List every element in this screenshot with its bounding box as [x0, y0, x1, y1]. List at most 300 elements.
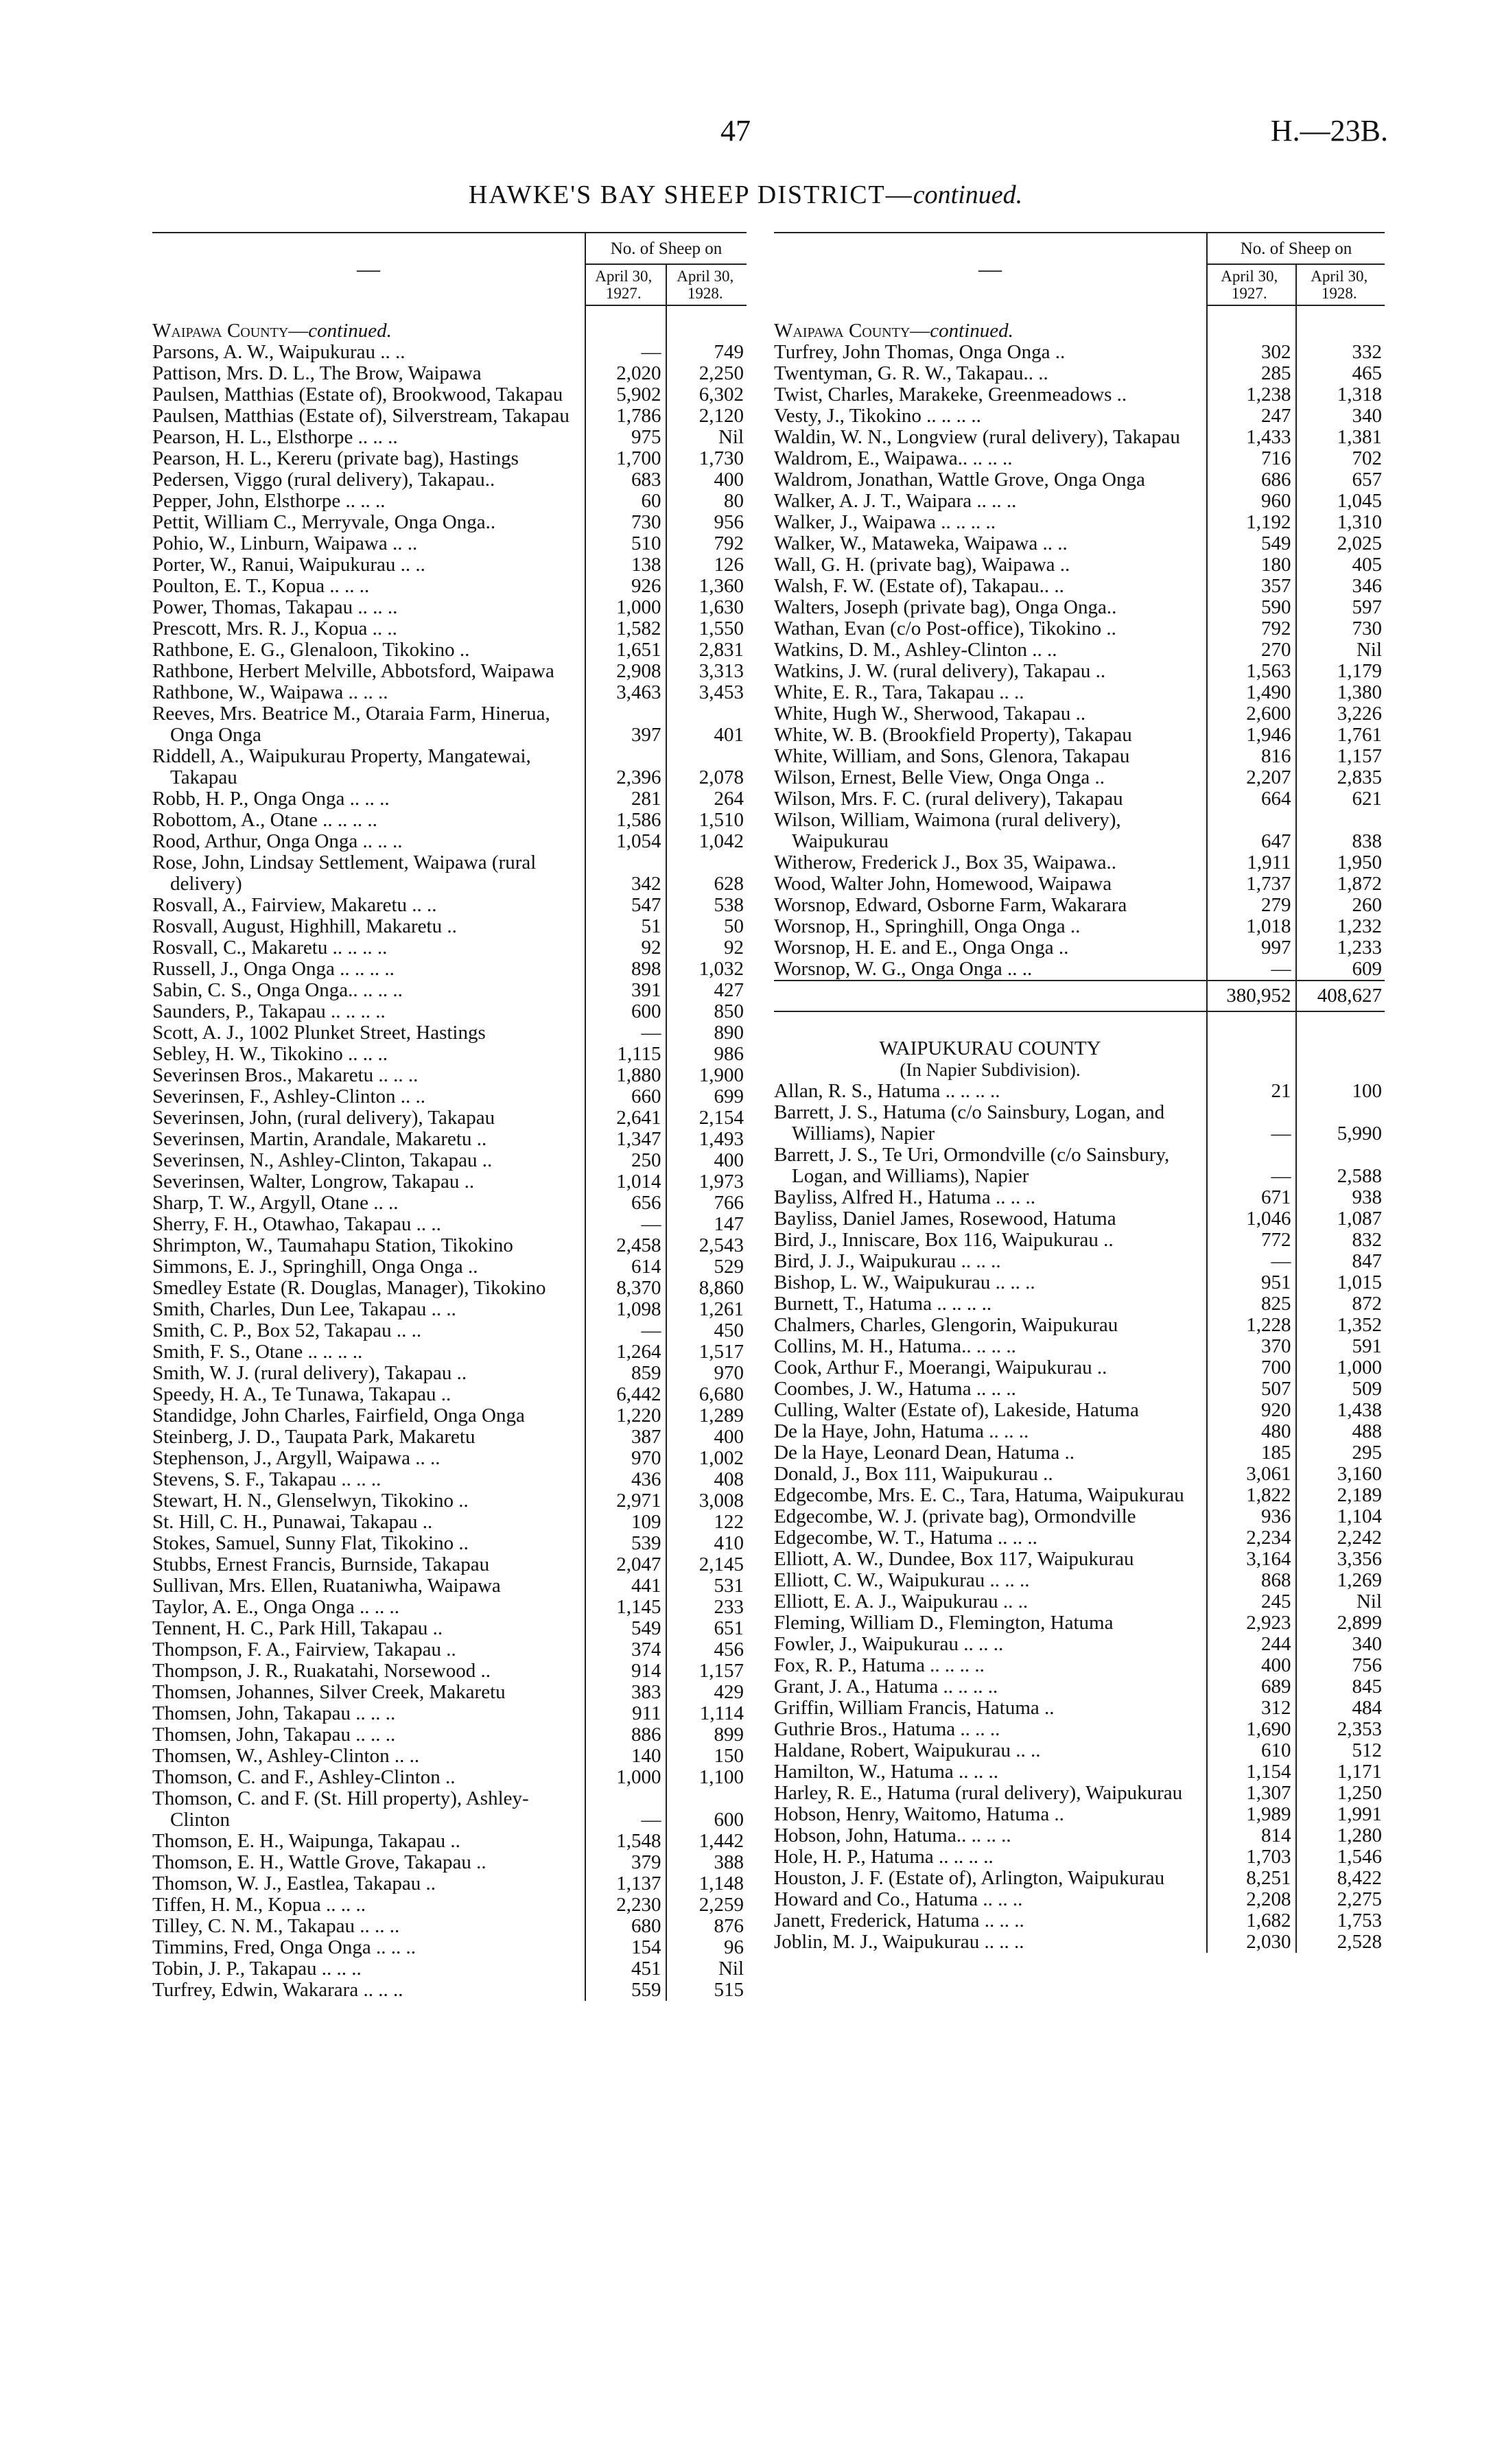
sheep-1927: 51 — [585, 916, 666, 937]
sheep-1927: 1,582 — [585, 618, 666, 640]
owner-name: Pedersen, Viggo (rural delivery), Takapau.. — [152, 469, 495, 491]
owner-name: Edgecombe, W. T., Hatuma .. .. .. — [774, 1527, 1037, 1549]
sheep-1928: 591 — [1296, 1336, 1385, 1357]
owner-name: Walker, W., Mataweka, Waipawa .. .. — [774, 532, 1068, 554]
sheep-1927: 244 — [1207, 1634, 1296, 1655]
page-title — [0, 180, 1491, 210]
owner-name: Elliott, A. W., Dundee, Box 117, Waipukurau — [774, 1548, 1134, 1570]
sheep-1927: 559 — [585, 1980, 666, 2001]
owner-name: Houston, J. F. (Estate of), Arlington, Waipukurau — [774, 1867, 1165, 1889]
table-row — [774, 1506, 1385, 1527]
owner-name: Pearson, H. L., Elsthorpe .. .. .. — [152, 426, 398, 448]
table-row — [774, 1102, 1385, 1145]
sheep-1927: 302 — [1207, 342, 1296, 363]
sheep-1927: 610 — [1207, 1740, 1296, 1761]
table-row — [774, 1932, 1385, 1953]
sheep-1928: 2,528 — [1296, 1932, 1385, 1953]
table-row — [774, 1570, 1385, 1591]
owner-name: White, E. R., Tara, Takapau .. .. — [774, 681, 1024, 703]
table-row — [152, 746, 747, 788]
sheep-1928: 332 — [1296, 342, 1385, 363]
owner-name: Walters, Joseph (private bag), Onga Onga.. — [774, 596, 1117, 618]
owner-name: Elliott, C. W., Waipukurau .. .. .. — [774, 1569, 1030, 1591]
sheep-1927: 180 — [1207, 554, 1296, 576]
table-row — [774, 342, 1385, 363]
owner-name: Severinsen Bros., Makaretu .. .. .. — [152, 1064, 419, 1086]
sheep-1928: 1,171 — [1296, 1761, 1385, 1783]
owner-name: Tobin, J. P., Takapau .. .. .. — [152, 1958, 362, 1980]
sheep-1927: 379 — [585, 1852, 666, 1873]
table-row — [152, 1746, 747, 1767]
sheep-1927: 816 — [1207, 746, 1296, 767]
sheep-1928: 899 — [666, 1724, 747, 1746]
sheep-1928: 80 — [666, 491, 747, 512]
title-main: HAWKE'S BAY SHEEP DISTRICT— — [468, 180, 913, 209]
owner-name: Howard and Co., Hatuma .. .. .. — [774, 1888, 1023, 1910]
owner-name: Smith, Charles, Dun Lee, Takapau .. .. — [152, 1298, 456, 1320]
table-row — [152, 469, 747, 491]
sheep-1928: 3,160 — [1296, 1464, 1385, 1485]
sheep-1927: 270 — [1207, 640, 1296, 661]
owner-name: Barrett, J. S., Te Uri, Ormondville (c/o Sainsbury, Logan, and Williams), Napier — [774, 1144, 1170, 1187]
owner-name: Russell, J., Onga Onga .. .. .. .. — [152, 958, 395, 980]
sheep-1928: 405 — [1296, 554, 1385, 576]
header-col-1928: April 30, 1928. — [666, 264, 747, 305]
table-row — [774, 661, 1385, 682]
sheep-1928: 956 — [666, 512, 747, 533]
sheep-1927: 1,880 — [585, 1065, 666, 1086]
table-row — [774, 1272, 1385, 1293]
sheep-1927: 400 — [1207, 1655, 1296, 1676]
sheep-1928: 1,517 — [666, 1341, 747, 1363]
sheep-1927: 1,347 — [585, 1129, 666, 1150]
sheep-1928: 6,680 — [666, 1384, 747, 1405]
table-row — [152, 597, 747, 618]
sheep-1928: 1,973 — [666, 1171, 747, 1193]
owner-name: Thomsen, W., Ashley-Clinton .. .. — [152, 1745, 420, 1767]
sheep-1928: 1,510 — [666, 810, 747, 831]
sheep-1927: 2,234 — [1207, 1527, 1296, 1549]
table-row — [152, 831, 747, 852]
owner-name: Sabin, C. S., Onga Onga.. .. .. .. — [152, 979, 403, 1001]
right-sheep-table — [774, 232, 1385, 1953]
table-row — [774, 618, 1385, 640]
sheep-1927: 480 — [1207, 1421, 1296, 1442]
owner-name: Witherow, Frederick J., Box 35, Waipawa.. — [774, 852, 1117, 873]
sheep-1928: 1,280 — [1296, 1825, 1385, 1846]
sheep-1927: 970 — [585, 1448, 666, 1469]
table-row — [774, 746, 1385, 767]
sheep-1927: 2,908 — [585, 661, 666, 682]
sheep-1927: 683 — [585, 469, 666, 491]
sheep-1928: 2,250 — [666, 363, 747, 384]
sheep-1928: 1,045 — [1296, 491, 1385, 512]
sheep-1928: 702 — [1296, 448, 1385, 469]
owner-name: Walsh, F. W. (Estate of), Takapau.. .. — [774, 575, 1064, 597]
sheep-1928: 986 — [666, 1044, 747, 1065]
table-row — [774, 1315, 1385, 1336]
sheep-1927: 185 — [1207, 1442, 1296, 1464]
owner-name: Fowler, J., Waipukurau .. .. .. — [774, 1633, 1004, 1655]
sheep-1927: 383 — [585, 1682, 666, 1703]
sheep-1928: 1,087 — [1296, 1208, 1385, 1230]
sheep-1928: 400 — [666, 1427, 747, 1448]
sheep-1928: 1,900 — [666, 1065, 747, 1086]
table-row — [774, 1591, 1385, 1612]
owner-name: Allan, R. S., Hatuma .. .. .. .. — [774, 1080, 1000, 1102]
section-heading: WAIPUKURAU COUNTY — [879, 1037, 1101, 1059]
owner-name: White, W. B. (Brookfield Property), Takapau — [774, 724, 1132, 746]
owner-name: Elliott, E. A. J., Waipukurau .. .. — [774, 1591, 1029, 1612]
owner-name: Worsnop, Edward, Osborne Farm, Wakarara — [774, 894, 1127, 916]
header-col-1927: April 30, 1927. — [1207, 264, 1296, 305]
owner-name: Sullivan, Mrs. Ellen, Ruataniwha, Waipawa — [152, 1575, 501, 1597]
table-row — [774, 1719, 1385, 1740]
owner-name: Walker, J., Waipawa .. .. .. .. — [774, 511, 996, 533]
sheep-1927: 2,458 — [585, 1235, 666, 1256]
owner-name: De la Haye, John, Hatuma .. .. .. — [774, 1420, 1029, 1442]
county-heading — [152, 305, 585, 342]
owner-name: Pohio, W., Linburn, Waipawa .. .. — [152, 532, 418, 554]
sheep-1928: 838 — [1296, 810, 1385, 852]
owner-name: Thomson, C. and F., Ashley-Clinton .. — [152, 1766, 456, 1788]
sheep-1927: 92 — [585, 937, 666, 959]
table-row — [152, 640, 747, 661]
table-row — [152, 576, 747, 597]
owner-name: Thomson, E. H., Wattle Grove, Takapau .. — [152, 1851, 486, 1873]
sheep-1928: 1,232 — [1296, 916, 1385, 937]
sheep-1927: 1,690 — [1207, 1719, 1296, 1740]
sheep-1927: 374 — [585, 1639, 666, 1661]
page-number: 47 — [720, 114, 751, 148]
owner-name: Thomsen, John, Takapau .. .. .. — [152, 1724, 396, 1746]
sheep-1927: 1,703 — [1207, 1846, 1296, 1868]
sheep-1928: 597 — [1296, 597, 1385, 618]
table-row — [774, 1230, 1385, 1251]
sheep-1928: 749 — [666, 342, 747, 363]
sheep-1928: 2,078 — [666, 746, 747, 788]
sheep-1928: 850 — [666, 1001, 747, 1022]
sheep-1927: 2,396 — [585, 746, 666, 788]
owner-name: Sherry, F. H., Otawhao, Takapau .. .. — [152, 1213, 441, 1235]
sheep-1928: Nil — [1296, 640, 1385, 661]
table-row — [152, 342, 747, 363]
sheep-1927: 2,208 — [1207, 1889, 1296, 1910]
sheep-1927: 600 — [585, 1001, 666, 1022]
table-row — [152, 1597, 747, 1618]
owner-name: Fleming, William D., Flemington, Hatuma — [774, 1612, 1114, 1634]
table-row — [774, 1783, 1385, 1804]
table-row — [152, 1405, 747, 1427]
sheep-1928: 529 — [666, 1256, 747, 1278]
table-row — [774, 1655, 1385, 1676]
owner-name: Reeves, Mrs. Beatrice M., Otaraia Farm, Hinerua, Onga Onga — [152, 703, 550, 746]
sheep-1928: 766 — [666, 1193, 747, 1214]
sheep-1927: — — [1207, 959, 1296, 981]
owner-name: Tennent, H. C., Park Hill, Takapau .. — [152, 1617, 443, 1639]
sheep-1928: 295 — [1296, 1442, 1385, 1464]
owner-name: Rose, John, Lindsay Settlement, Waipawa (rural delivery) — [152, 852, 537, 895]
sheep-1927: 1,046 — [1207, 1208, 1296, 1230]
sheep-1927: 716 — [1207, 448, 1296, 469]
owner-name: Shrimpton, W., Taumahapu Station, Tikokino — [152, 1234, 513, 1256]
sheep-1927: 1,054 — [585, 831, 666, 852]
owner-name: Wilson, Mrs. F. C. (rural delivery), Takapau — [774, 788, 1123, 810]
table-row — [774, 1825, 1385, 1846]
sheep-1927: 1,098 — [585, 1299, 666, 1320]
table-row — [774, 937, 1385, 959]
sheep-1927: 8,251 — [1207, 1868, 1296, 1889]
table-row — [152, 1682, 747, 1703]
header-group: No. of Sheep on — [1207, 233, 1385, 264]
owner-name: Smith, W. J. (rural delivery), Takapau .. — [152, 1362, 467, 1384]
sheep-1927: 2,641 — [585, 1107, 666, 1129]
sheep-1928: 845 — [1296, 1676, 1385, 1698]
sheep-1927: 886 — [585, 1724, 666, 1746]
sheep-1927: 647 — [1207, 810, 1296, 852]
owner-name: Severinsen, John, (rural delivery), Takapau — [152, 1107, 495, 1129]
sheep-1928: 96 — [666, 1937, 747, 1958]
sheep-1927: 911 — [585, 1703, 666, 1724]
right-column — [774, 232, 1385, 1953]
total-1927: 380,952 — [1207, 981, 1296, 1011]
sheep-1928: 512 — [1296, 1740, 1385, 1761]
owner-name: Stubbs, Ernest Francis, Burnside, Takapau — [152, 1553, 490, 1575]
sheep-1928: 531 — [666, 1575, 747, 1597]
owner-name: Saunders, P., Takapau .. .. .. .. — [152, 1000, 386, 1022]
sheep-1928: 1,148 — [666, 1873, 747, 1894]
owner-name: Rosvall, A., Fairview, Makaretu .. .. — [152, 894, 437, 916]
sheep-1928: 264 — [666, 788, 747, 810]
table-row — [774, 1378, 1385, 1400]
owner-name: Cook, Arthur F., Moerangi, Waipukurau .. — [774, 1357, 1107, 1378]
sheep-1928: 1,442 — [666, 1831, 747, 1852]
document-reference: H.—23B. — [1270, 114, 1388, 148]
owner-name: Chalmers, Charles, Glengorin, Waipukurau — [774, 1314, 1118, 1336]
county-heading — [774, 305, 1207, 342]
owner-name: Pattison, Mrs. D. L., The Brow, Waipawa — [152, 362, 482, 384]
sheep-1927: 1,145 — [585, 1597, 666, 1618]
table-row — [774, 1910, 1385, 1932]
sheep-1927: 391 — [585, 980, 666, 1001]
sheep-1927: 387 — [585, 1427, 666, 1448]
sheep-1928: 1,493 — [666, 1129, 747, 1150]
table-row — [152, 1469, 747, 1490]
sheep-1928: 1,157 — [666, 1661, 747, 1682]
owner-name: Bird, J. J., Waipukurau .. .. .. — [774, 1250, 1001, 1272]
sheep-1928: 1,104 — [1296, 1506, 1385, 1527]
sheep-1928: 1,381 — [1296, 427, 1385, 448]
owner-name: Edgecombe, Mrs. E. C., Tara, Hatuma, Waipukurau — [774, 1484, 1184, 1506]
sheep-1928: 450 — [666, 1320, 747, 1341]
owner-name: Donald, J., Box 111, Waipukurau .. — [774, 1463, 1053, 1485]
owner-name: Edgecombe, W. J. (private bag), Ormondville — [774, 1505, 1136, 1527]
sheep-1928: 1,310 — [1296, 512, 1385, 533]
table-row — [774, 1889, 1385, 1910]
left-sheep-table — [152, 232, 747, 2001]
table-row — [774, 1549, 1385, 1570]
sheep-1927: 539 — [585, 1533, 666, 1554]
table-row — [152, 1554, 747, 1575]
sheep-1927: 614 — [585, 1256, 666, 1278]
sheep-1927: 1,433 — [1207, 427, 1296, 448]
sheep-1928: 970 — [666, 1363, 747, 1384]
owner-name: Harley, R. E., Hatuma (rural delivery), Waipukurau — [774, 1782, 1183, 1804]
owner-name: Thomson, W. J., Eastlea, Takapau .. — [152, 1873, 436, 1894]
owner-name: Bayliss, Alfred H., Hatuma .. .. .. — [774, 1186, 1035, 1208]
owner-name: Hole, H. P., Hatuma .. .. .. .. — [774, 1846, 994, 1868]
county-continued: continued. — [930, 320, 1013, 342]
table-row — [774, 767, 1385, 788]
owner-name: Culling, Walter (Estate of), Lakeside, Hatuma — [774, 1399, 1139, 1421]
table-row — [774, 576, 1385, 597]
sheep-1927: 825 — [1207, 1293, 1296, 1315]
sheep-1928: 2,154 — [666, 1107, 747, 1129]
owner-name: Grant, J. A., Hatuma .. .. .. .. — [774, 1676, 998, 1698]
owner-name: Thomsen, Johannes, Silver Creek, Makaretu — [152, 1681, 506, 1703]
sheep-1927: 2,020 — [585, 363, 666, 384]
title-continued: continued. — [913, 180, 1023, 209]
owner-name: De la Haye, Leonard Dean, Hatuma .. — [774, 1442, 1075, 1464]
table-row — [152, 1937, 747, 1958]
table-row — [152, 363, 747, 384]
sheep-1928: 2,835 — [1296, 767, 1385, 788]
sheep-1928: 1,100 — [666, 1767, 747, 1788]
owner-name: Power, Thomas, Takapau .. .. .. — [152, 596, 398, 618]
owner-name: Rathbone, W., Waipawa .. .. .. — [152, 681, 388, 703]
sheep-1927: 60 — [585, 491, 666, 512]
sheep-1928: 484 — [1296, 1698, 1385, 1719]
sheep-1928: 1,761 — [1296, 725, 1385, 746]
table-row — [152, 1384, 747, 1405]
table-row — [152, 491, 747, 512]
sheep-1927: 547 — [585, 895, 666, 916]
sheep-1927: 960 — [1207, 491, 1296, 512]
sheep-1927: 140 — [585, 1746, 666, 1767]
owner-name: Bayliss, Daniel James, Rosewood, Hatuma — [774, 1208, 1116, 1230]
sheep-1927: 312 — [1207, 1698, 1296, 1719]
table-row — [152, 1618, 747, 1639]
owner-name: Worsnop, W. G., Onga Onga .. .. — [774, 958, 1033, 980]
table-row — [152, 937, 747, 959]
sheep-1927: 914 — [585, 1661, 666, 1682]
owner-name: Bird, J., Inniscare, Box 116, Waipukurau .. — [774, 1229, 1114, 1251]
table-row — [152, 1661, 747, 1682]
table-row — [774, 554, 1385, 576]
sheep-1927: 451 — [585, 1958, 666, 1980]
table-row — [152, 959, 747, 980]
owner-name: Tiffen, H. M., Kopua .. .. .. — [152, 1894, 366, 1916]
owner-name: Stewart, H. N., Glenselwyn, Tikokino .. — [152, 1490, 469, 1512]
table-row — [152, 1256, 747, 1278]
sheep-1927: 700 — [1207, 1357, 1296, 1378]
table-row — [152, 1873, 747, 1894]
sheep-1928: 2,145 — [666, 1554, 747, 1575]
table-row — [774, 703, 1385, 725]
owner-name: Simmons, E. J., Springhill, Onga Onga .. — [152, 1256, 478, 1278]
table-row — [774, 1421, 1385, 1442]
sheep-1928: 628 — [666, 852, 747, 895]
sheep-1927: 686 — [1207, 469, 1296, 491]
sheep-1928: 847 — [1296, 1251, 1385, 1272]
table-row — [152, 427, 747, 448]
sheep-1928: 5,990 — [1296, 1102, 1385, 1145]
owner-name: Scott, A. J., 1002 Plunket Street, Hastings — [152, 1022, 486, 1044]
sheep-1927: 370 — [1207, 1336, 1296, 1357]
table-row — [152, 1299, 747, 1320]
table-row — [152, 1044, 747, 1065]
sheep-1928: 50 — [666, 916, 747, 937]
table-row — [774, 1634, 1385, 1655]
sheep-1927: 245 — [1207, 1591, 1296, 1612]
table-row — [152, 980, 747, 1001]
table-row — [774, 1293, 1385, 1315]
sheep-1928: 427 — [666, 980, 747, 1001]
owner-name: Paulsen, Matthias (Estate of), Silverstream, Takapau — [152, 405, 570, 427]
sheep-1928: 1,546 — [1296, 1846, 1385, 1868]
sheep-1928: 122 — [666, 1512, 747, 1533]
table-row — [774, 1336, 1385, 1357]
sheep-1928: 1,032 — [666, 959, 747, 980]
table-row — [774, 1804, 1385, 1825]
sheep-1927: 397 — [585, 703, 666, 746]
sheep-1927: 1,000 — [585, 597, 666, 618]
sheep-1927: 1,264 — [585, 1341, 666, 1363]
table-row — [774, 852, 1385, 873]
owner-name: Thomsen, John, Takapau .. .. .. — [152, 1702, 396, 1724]
table-row — [774, 597, 1385, 618]
owner-name: Rosvall, August, Highhill, Makaretu .. — [152, 915, 457, 937]
sheep-1927: 2,047 — [585, 1554, 666, 1575]
owner-name: Severinsen, F., Ashley-Clinton .. .. — [152, 1086, 426, 1107]
sheep-1927: — — [1207, 1145, 1296, 1187]
sheep-1928: 340 — [1296, 406, 1385, 427]
table-row — [152, 1852, 747, 1873]
sheep-1927: 2,971 — [585, 1490, 666, 1512]
sheep-1928: 1,289 — [666, 1405, 747, 1427]
sheep-1927: 898 — [585, 959, 666, 980]
owner-name: Bishop, L. W., Waipukurau .. .. .. — [774, 1271, 1035, 1293]
sheep-1928: 488 — [1296, 1421, 1385, 1442]
table-row — [152, 1788, 747, 1831]
sheep-1927: 997 — [1207, 937, 1296, 959]
sheep-1928: 621 — [1296, 788, 1385, 810]
table-row — [152, 682, 747, 703]
sheep-1928: 3,356 — [1296, 1549, 1385, 1570]
sheep-1927: 859 — [585, 1363, 666, 1384]
sheep-1927: 868 — [1207, 1570, 1296, 1591]
owner-name: Poulton, E. T., Kopua .. .. .. — [152, 575, 370, 597]
owner-name: Wilson, Ernest, Belle View, Onga Onga .. — [774, 766, 1105, 788]
sheep-1927: 357 — [1207, 576, 1296, 597]
table-row — [152, 1214, 747, 1235]
owner-name: Severinsen, N., Ashley-Clinton, Takapau .. — [152, 1149, 493, 1171]
owner-name: Rathbone, Herbert Melville, Abbotsford, Waipawa — [152, 660, 554, 682]
table-row — [152, 1341, 747, 1363]
sheep-1927: 1,014 — [585, 1171, 666, 1193]
sheep-1928: 515 — [666, 1980, 747, 2001]
sheep-1927: 1,682 — [1207, 1910, 1296, 1932]
sheep-1928: 2,899 — [1296, 1612, 1385, 1634]
header-col-1927: April 30, 1927. — [585, 264, 666, 305]
table-row — [774, 873, 1385, 895]
sheep-1927: — — [585, 1788, 666, 1831]
owner-name: Robottom, A., Otane .. .. .. .. — [152, 809, 377, 831]
sheep-1927: 975 — [585, 427, 666, 448]
sheep-1928: 1,179 — [1296, 661, 1385, 682]
sheep-1927: 1,307 — [1207, 1783, 1296, 1804]
table-row — [152, 1916, 747, 1937]
